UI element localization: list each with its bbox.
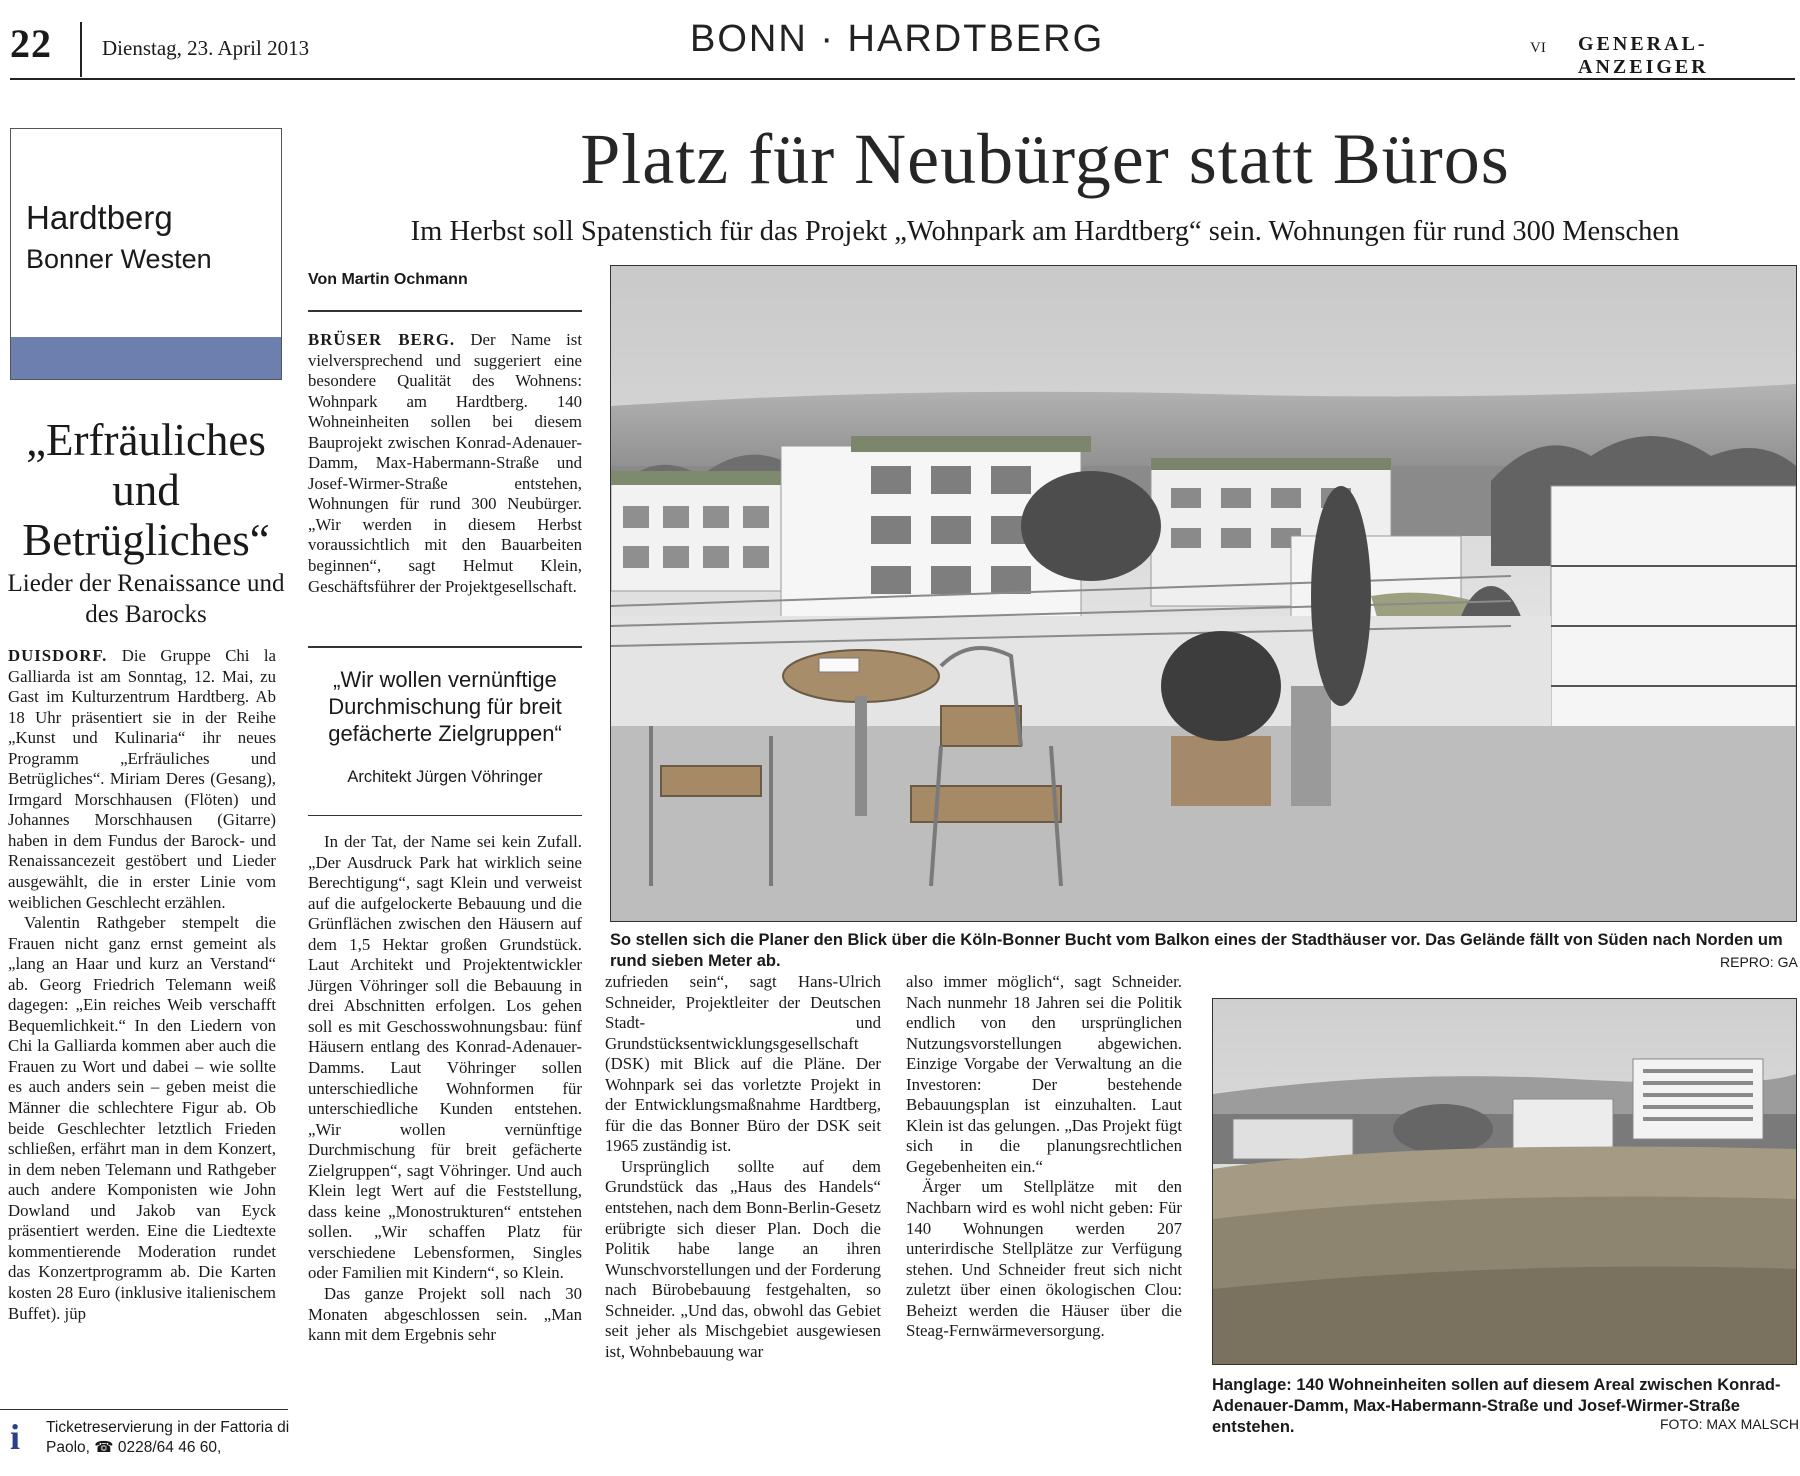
issue-date: Dienstag, 23. April 2013 bbox=[102, 36, 310, 60]
main-article-column-4 bbox=[906, 972, 1182, 1342]
site-photo bbox=[1212, 998, 1797, 1365]
left-article-rule bbox=[0, 1409, 288, 1410]
site-photo-credit: FOTO: MAX MALSCH bbox=[1660, 1416, 1799, 1432]
pull-quote-attribution: Architekt Jürgen Vöhringer bbox=[347, 768, 543, 786]
section-title: BONN · HARDTBERG bbox=[690, 18, 1105, 60]
masthead-rule bbox=[10, 78, 1795, 80]
masthead-divider bbox=[80, 22, 82, 77]
main-article-paragraph: Das ganze Projekt soll nach 30 Monaten abgeschlossen sein. „Man kann mit dem Ergebnis sehr bbox=[308, 1284, 582, 1345]
left-article-paragraph bbox=[8, 646, 276, 913]
main-article-paragraph: zufrieden sein“, sagt Hans-Ulrich Schneider, Projektleiter der Deutschen Stadt- und Grundstücksentwicklungsgesellschaft (DSK) mit Blick auf die Pläne. Der Wohnpark sei das vorletzte Projekt in der Entwicklungsmaßnahme Hardtberg, für die das Bonner Büro der DSK seit 1965 zuständig ist. bbox=[605, 972, 881, 1156]
pull-quote-rule bbox=[308, 646, 582, 648]
left-article-deck: Lieder der Renaissance und des Barocks bbox=[7, 570, 285, 628]
photo-main-caption: So stellen sich die Planer den Blick über die Köln-Bonner Bucht vom Balkon eines der Stadthäuser vor. Das Gelände fällt von Süden nach Norden um rund sieben Meter ab. bbox=[610, 931, 1783, 970]
main-article-paragraph: In der Tat, der Name sei kein Zufall. „Der Ausdruck Park hat wirklich seine Berechtigung“, sagt Klein und verweist auf die aufgelockerte Bebauung und die Grünflächen zwischen den Häusern auf dem 1,5 Hektar großen Grundstück. Laut Architekt und Projektentwickler Jürgen Vöhringer soll die Bebauung in drei Abschnitten erfolgen. Los gehen soll es mit Geschosswohnungsbau: fünf Häusern entlang des Konrad-Adenauer-Damms. Laut Vöhringer sollen unterschiedliche Wohnformen für unterschiedliche Kunden entstehen. „Wir wollen vernünftige Durchmischung für breit gefächerte Zielgruppen“, sagt Vöhringer. Und auch Klein legt Wert auf die Feststellung, dass keine „Monostrukturen“ entstehen sollen. „Wir schaffen Platz für verschiedene Lebensformen, Singles oder Familien mit Kindern“, so Klein. bbox=[308, 832, 582, 1283]
main-article-column-3 bbox=[605, 972, 881, 1362]
main-article-paragraph: Ursprünglich sollte auf dem Grundstück das „Haus des Handels“ entstehen, nach dem Bonn-Berlin-Gesetz erübrigte sich dieser Plan. Doch die Politik habe lange an ihren Wunschvorstellungen und der Forderung nach Bürobebauung festgehalten, so Schneider. „Und das, obwohl das Gebiet seit jeher als Mischgebiet ausgewiesen ist, Wohnbebauung war bbox=[605, 1156, 881, 1361]
district-color-band bbox=[11, 337, 281, 379]
main-headline: Platz für Neubürger statt Büros bbox=[580, 119, 1510, 199]
site-photo-caption: Hanglage: 140 Wohneinheiten sollen auf diesem Areal zwischen Konrad-Adenauer-Damm, Max-Habermann-Straße und Josef-Wirmer-Straße entstehen. bbox=[1212, 1376, 1781, 1436]
rendering-illustration bbox=[611, 266, 1796, 921]
district-title: Hardtberg bbox=[26, 199, 173, 236]
main-article-paragraph: also immer möglich“, sagt Schneider. Nach nunmehr 18 Jahren sei die Politik endlich von den ursprünglichen Nutzungsvorstellungen abgewichen. Einzige Vorgabe der Verwaltung an die Investoren: Der bestehende Bebauungsplan ist einzuhalten. Laut Klein ist das gelungen. „Das Projekt fügt sich in die planungsrechtlichen Gegebenheiten ein.“ bbox=[906, 972, 1182, 1176]
page-roman-numeral: VI bbox=[1530, 40, 1546, 56]
site-photo-illustration bbox=[1213, 999, 1796, 1364]
district-subtitle: Bonner Westen bbox=[26, 244, 212, 274]
main-article-column-1 bbox=[308, 832, 582, 1346]
left-article-dateline: DUISDORF. bbox=[8, 646, 108, 665]
pull-quote: „Wir wollen vernünftige Durchmischung für breit gefächerte Zielgruppen“ bbox=[328, 667, 562, 746]
main-article-text: Der Name ist vielversprechend und suggeriert eine besondere Qualität des Wohnens: Wohnpark am Hardtberg. 140 Wohneinheiten sollen bei diesem Bauprojekt zwischen Konrad-Adenauer-Damm, Max-Habermann-Straße und Josef-Wirmer-Straße entstehen, Wohnungen für rund 300 Neubürger. „Wir werden in diesem Herbst voraussichtlich mit den Bauarbeiten beginnen“, sagt Helmut Klein, Geschäftsführer der Projektgesellschaft. bbox=[308, 330, 582, 596]
photo-main-credit: REPRO: GA bbox=[1720, 954, 1798, 970]
pull-quote-rule bbox=[308, 815, 582, 816]
left-article-body bbox=[8, 646, 276, 1324]
left-article-headline: „Erfräuliches und Betrügliches“ bbox=[22, 415, 270, 565]
page-number: 22 bbox=[10, 21, 52, 66]
byline-rule bbox=[308, 310, 582, 312]
main-article-intro bbox=[308, 330, 582, 597]
left-article-text: Die Gruppe Chi la Galliarda ist am Sonntag, 12. Mai, zu Gast im Kulturzentrum Hardtberg. Ab 18 Uhr präsentiert sie in der Reihe „Kunst und Kulinaria“ ihr neues Programm „Erfräuliches und Betrügliches“. Miriam Deres (Gesang), Irmgard Morschhausen (Flöten) und Johannes Morschhausen (Gitarre) haben in dem Fundus der Barock- und Renaissancezeit gestöbert und Lieder ausgewählt, die in erster Linie vom weiblichen Geschlecht erzählen. bbox=[8, 646, 276, 912]
main-article-paragraph bbox=[308, 330, 582, 597]
district-box bbox=[10, 128, 282, 380]
ticket-info: Ticketreservierung in der Fattoria di Paolo, ☎ 0228/64 46 60, bbox=[46, 1419, 290, 1456]
main-article-paragraph: Ärger um Stellplätze mit den Nachbarn wird es wohl nicht geben: Für 140 Wohnungen werden 207 unterirdische Stellplätze zur Verfügung stehen. Und Schneider freut sich nicht zuletzt über einen ökologischen Clou: Beheizt werden die Häuser über die Steag-Fernwärmeversorgung. bbox=[906, 1177, 1182, 1341]
main-subheadline: Im Herbst soll Spatenstich für das Projekt „Wohnpark am Hardtberg“ sein. Wohnungen für rund 300 Menschen bbox=[410, 216, 1680, 247]
newspaper-name: GENERAL-ANZEIGER bbox=[1578, 33, 1709, 78]
left-article-paragraph: Valentin Rathgeber stempelt die Frauen nicht ganz ernst gemeint als „lang an Haar und kurz an Verstand“ ab. Georg Friedrich Telemann weiß dagegen: „Ein reiches Weib verschafft Bequemlichkeit.“ In den Liedern von Chi la Galliarda kommen aber auch die Frauen zu Wort und dabei – wie sollte es auch anders sein – geben meist die Männer die schlechtere Figur ab. Ob beide Geschlechter letztlich Frieden schließen, erfährt man in dem Konzert, in dem neben Telemann und Rathgeber auch andere Komponisten wie John Dowland und Jakob van Eyck präsentiert werden. Eine die Liedtexte kommentierende Moderation rundet das Konzertprogramm ab. Die Karten kosten 28 Euro (inklusive italienischem Buffet). jüp bbox=[8, 913, 276, 1323]
main-article-dateline: BRÜSER BERG. bbox=[308, 330, 456, 349]
byline: Von Martin Ochmann bbox=[308, 271, 468, 288]
rendering-photo bbox=[610, 265, 1797, 922]
info-i-icon: i bbox=[10, 1417, 21, 1457]
